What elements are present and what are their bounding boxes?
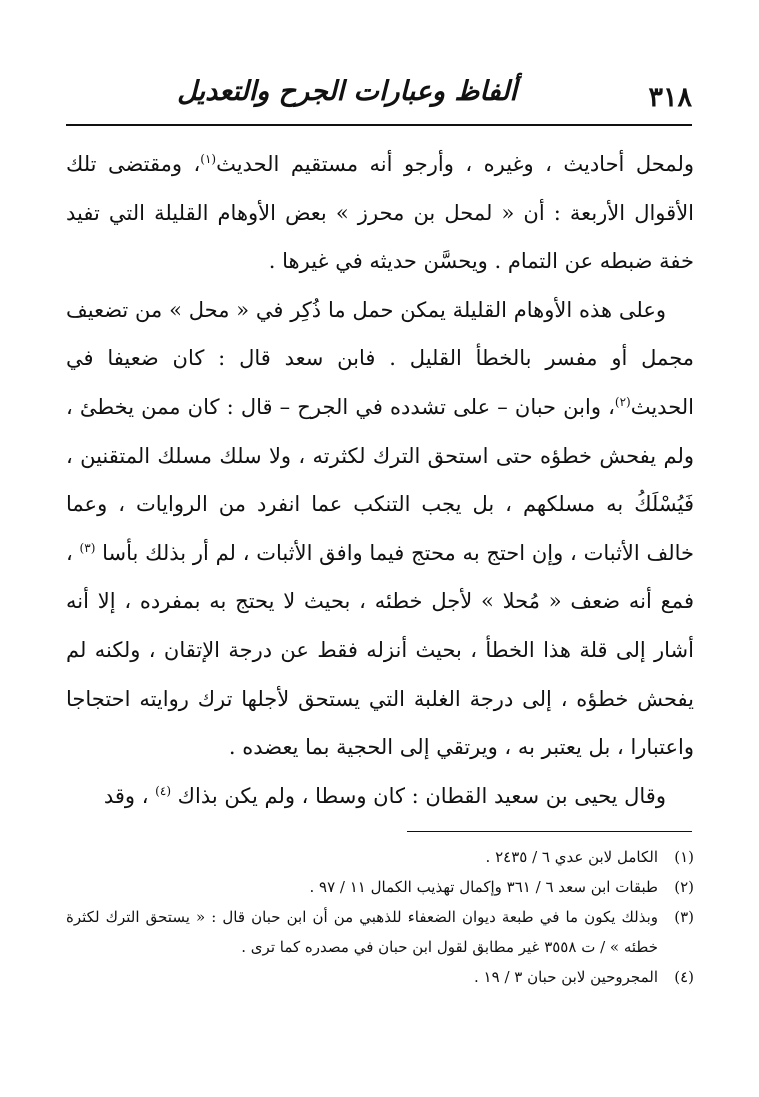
footnote-reference: (٣) xyxy=(79,540,96,555)
paragraph-text: ، ومقتضى تلك الأقوال الأربعة : أن « لمحل بن محرز » بعض الأوهام القليلة التي تفيد خفة ضبطه عن التمام . ويحسَّن حديثه في غيرها . xyxy=(66,152,694,274)
paragraph-text: ، وابن حبان – على تشدده في الجرح – قال : كان ممن يخطئ ، ولم يفحش خطؤه حتى استحق الترك لكثرته ، ولا سلك مسلك المتقنين ، فَيُسْلَكُ به مسلكهم ، بل يجب التنكب عما انفرد من الروايات ، وعما خالف الأثبات ، وإن احتج به محتج فيما وافق الأثبات ، لم أر بذلك بأسا xyxy=(66,394,694,565)
footnote-text: طبقات ابن سعد ٦ / ٣٦١ وإكمال تهذيب الكمال ١١ / ٩٧ . xyxy=(309,878,658,896)
footnote xyxy=(66,872,694,902)
footnotes xyxy=(66,842,694,992)
footnote xyxy=(66,902,694,962)
running-title: ألفاظ وعبارات الجرح والتعديل xyxy=(177,76,517,107)
footnote-text: المجروحين لابن حبان ٣ / ١٩ . xyxy=(474,968,658,986)
footnote xyxy=(66,842,694,872)
footnote-text: وبذلك يكون ما في طبعة ديوان الضعفاء للذهبي من أن ابن حبان قال : « يستحق الترك لكثرة خطئه » / ت ٣٥٥٨ غير مطابق لقول ابن حبان في مصدره كما ترى . xyxy=(66,908,658,956)
paragraph xyxy=(66,286,694,772)
paragraph xyxy=(66,140,694,286)
footnote-reference: (٤) xyxy=(155,783,171,798)
footnote-text: الكامل لابن عدي ٦ / ٢٤٣٥ . xyxy=(485,848,658,866)
paragraph xyxy=(66,772,694,821)
footnote-number: (٢) xyxy=(674,878,694,896)
main-text xyxy=(66,140,694,820)
paragraph-text: ولمحل أحاديث ، وغيره ، وأرجو أنه مستقيم الحديث xyxy=(216,152,694,176)
paragraph-text: ، وقد xyxy=(103,783,156,808)
footnote-number: (٣) xyxy=(674,908,694,926)
footnote-number: (١) xyxy=(674,848,694,866)
paragraph-text: وعلى هذه الأوهام القليلة يمكن حمل ما ذُكِر في « محل » من تضعيف مجمل أو مفسر بالخطأ القليل . فابن سعد قال : كان ضعيفا في الحديث xyxy=(66,297,694,419)
page-header xyxy=(66,76,692,120)
footnote-reference: (٢) xyxy=(614,394,631,409)
footnote-reference: (١) xyxy=(200,152,217,166)
page-number: ٣١٨ xyxy=(648,82,692,113)
footnote-number: (٤) xyxy=(674,968,694,986)
footnote xyxy=(66,962,694,992)
paragraph-text: وقال يحيى بن سعيد القطان : كان وسطا ، ولم يكن بذاك xyxy=(171,783,666,808)
footnote-separator xyxy=(407,831,692,832)
paragraph-text: ، فمع أنه ضعف « مُحلا » لأجل خطئه ، بحيث لا يحتج به بمفرده ، إلا أنه أشار إلى قلة هذا الخطأ ، بحيث أنزله فقط عن درجة الإتقان ، ولكنه لم يفحش خطؤه ، إلى درجة الغلبة التي يستحق لأجلها ترك روايته احتجاجا واعتبارا ، بل يعتبر به ، ويرتقي إلى الحجية بما يعضده . xyxy=(66,540,694,760)
header-rule xyxy=(66,124,692,126)
